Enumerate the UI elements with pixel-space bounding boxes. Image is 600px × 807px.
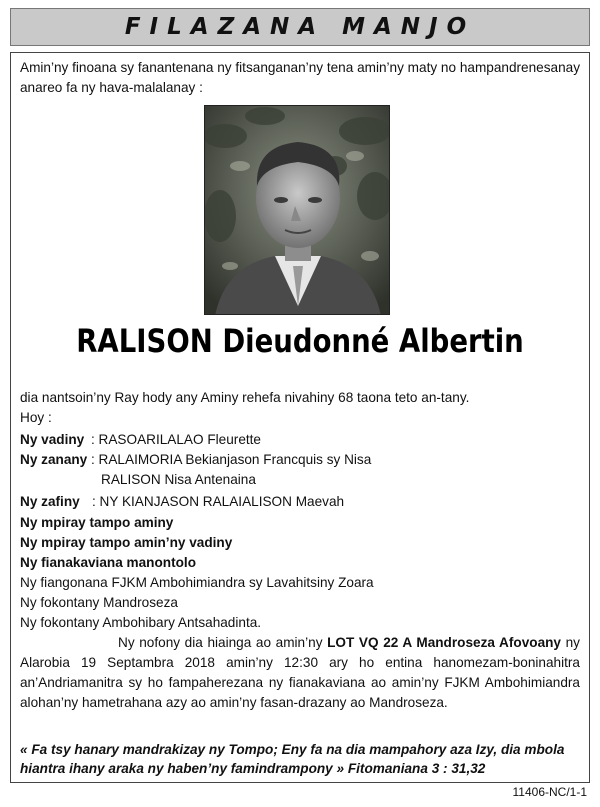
bible-quote: « Fa tsy hanary mandrakizay ny Tompo; Eny fa na dia mampahory aza Izy, dia mbola hiantra ihany araka ny haben’ny famindrampony » Fitomaniana 3 : 31,32 — [20, 742, 565, 776]
zanany-label: Ny zanany — [20, 452, 88, 467]
intro-text: Amin’ny finoana sy fanantenana ny fitsanganan’ny tena amin’ny maty no hampandrenesanay anareo fa ny hava-malalanay : — [20, 60, 580, 95]
fokontany-2: Ny fokontany Ambohibary Antsahadinta. — [20, 615, 262, 630]
announcement-text: dia nantsoin’ny Ray hody any Aminy rehefa nivahiny 68 taona teto an-tany. — [20, 390, 470, 405]
hoy-text: Hoy : — [20, 410, 52, 425]
zafiny-value: : NY KIANJASON RALAIALISON Maevah — [92, 494, 345, 509]
fianakaviana: Ny fianakaviana manontolo — [20, 555, 197, 570]
funeral-part1: Ny nofony dia hiainga ao amin’ny — [118, 635, 328, 650]
vadiny-value: : RASOARILALAO Fleurette — [91, 432, 261, 447]
zanany-value-1: : RALAIMORIA Bekianjason Francquis sy Nisa — [91, 452, 372, 467]
fokontany-1: Ny fokontany Mandroseza — [20, 595, 178, 610]
zanany-value-2: RALISON Nisa Antenaina — [101, 472, 256, 487]
header-banner — [10, 8, 590, 46]
fiangonana: Ny fiangonana FJKM Ambohimiandra sy Lavahitsiny Zoara — [20, 575, 374, 590]
deceased-name: RALISON Dieudonné Albertin — [76, 322, 524, 360]
zafiny-label: Ny zafiny — [20, 494, 80, 509]
mpiray-vadiny: Ny mpiray tampo amin’ny vadiny — [20, 535, 233, 550]
mpiray-aminy: Ny mpiray tampo aminy — [20, 515, 174, 530]
portrait-image — [205, 106, 390, 315]
funeral-paragraph — [20, 633, 580, 713]
vadiny-label: Ny vadiny — [20, 432, 85, 447]
funeral-location: LOT VQ 22 A Mandroseza Afovoany — [327, 635, 561, 650]
reference-code: 11406-NC/1-1 — [512, 785, 587, 799]
funeral-part2: ny Alarobia 19 Septambra 2018 amin’ny 12:30 ary ho entina hanomezam-boninahitra an’Andriamanitra sy ho fampaherezana ny fianakaviana ao amin’ny FJKM Ambohimiandra alohan’ny hametrahana azy ao amin’ny fasan-drazany ao Mandroseza. — [20, 635, 580, 710]
header-title: FILAZANA MANJO — [124, 14, 476, 40]
portrait-photo — [204, 105, 390, 315]
